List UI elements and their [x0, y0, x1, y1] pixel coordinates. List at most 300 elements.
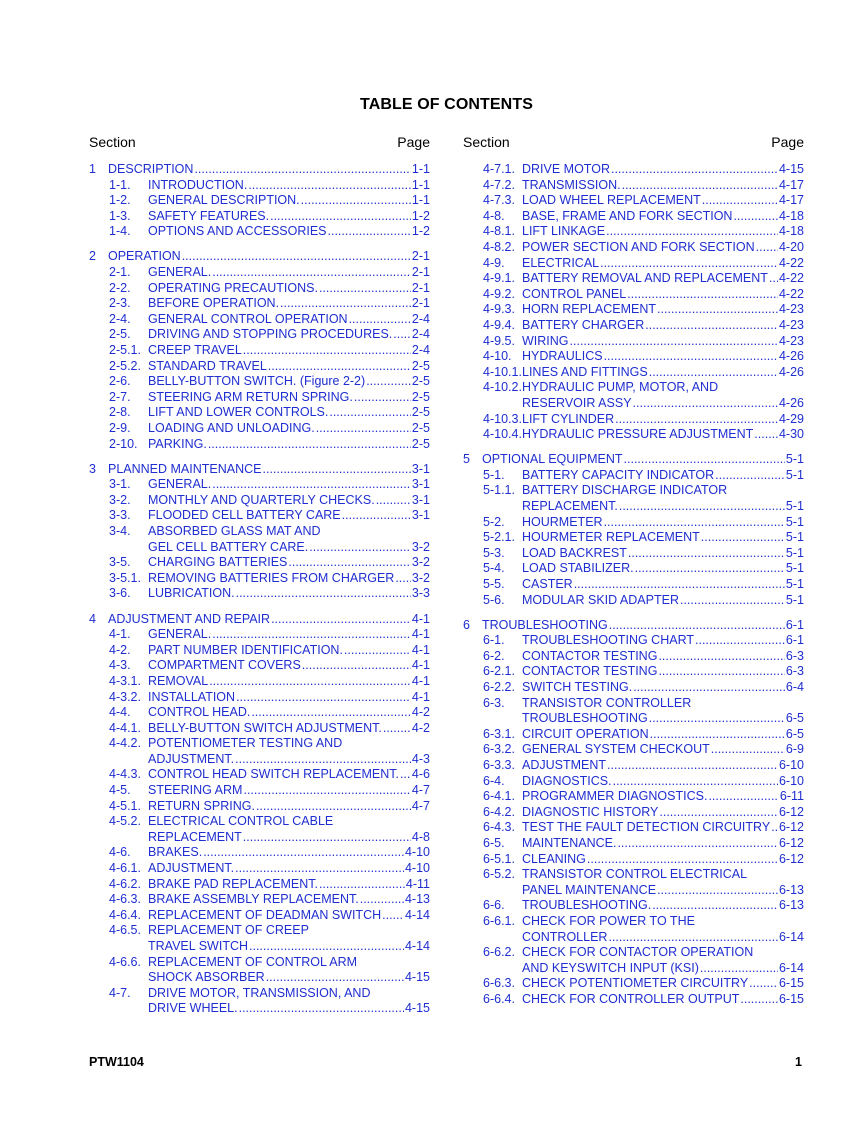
entry-number: 3-1.	[109, 477, 131, 492]
section-header: Section	[463, 134, 510, 150]
toc-entry[interactable]	[463, 618, 804, 634]
entry-page: 2-4	[411, 343, 430, 358]
dot-leader	[628, 546, 785, 562]
entry-number: 2-3.	[109, 296, 131, 311]
toc-entry[interactable]	[89, 209, 430, 225]
entry-page: 1-2	[411, 208, 430, 223]
toc-entry[interactable]	[89, 312, 430, 328]
toc-entry[interactable]	[463, 664, 804, 680]
toc-entry[interactable]	[89, 555, 430, 571]
entry-title: POWER SECTION AND FORK SECTION	[522, 239, 755, 254]
entry-page: 4-7	[411, 783, 430, 798]
toc-entry[interactable]	[89, 586, 430, 602]
entry-page: 6-14	[778, 960, 804, 975]
toc-entries	[89, 162, 430, 1017]
toc-entry[interactable]	[463, 224, 804, 240]
document-code: PTW1104	[89, 1055, 144, 1069]
entry-title: CLEANING	[522, 851, 586, 866]
dot-leader	[609, 618, 785, 634]
entry-title: GENERAL CONTROL OPERATION	[148, 311, 348, 326]
entry-number: 3-6.	[109, 586, 131, 601]
toc-entry[interactable]	[463, 805, 804, 821]
toc-entry[interactable]	[89, 405, 430, 421]
dot-leader	[235, 752, 411, 768]
entry-number: 5-2.	[483, 514, 505, 529]
toc-entry[interactable]	[89, 493, 430, 509]
toc-entry[interactable]	[89, 955, 430, 986]
toc-entry[interactable]	[89, 721, 430, 737]
dot-leader	[627, 287, 778, 303]
entry-page: 4-26	[778, 364, 804, 379]
entry-page: 5-1	[785, 530, 804, 545]
entry-title: STEERING ARM	[148, 783, 243, 798]
entry-title: ADJUSTMENT AND REPAIR	[108, 611, 271, 626]
dot-leader	[733, 209, 778, 225]
entry-page: 3-2	[411, 555, 430, 570]
entry-title: CONTACTOR TESTING	[522, 664, 658, 679]
entry-page: 4-3	[411, 751, 430, 766]
entry-number: 6-6.3.	[483, 976, 515, 991]
entry-title: DIAGNOSTICS.	[522, 773, 612, 788]
entry-title: BELLY-BUTTON SWITCH. (Figure 2-2)	[148, 374, 366, 389]
page-header: Page	[771, 134, 804, 150]
entry-page: 3-1	[411, 477, 430, 492]
entry-title: PART NUMBER IDENTIFICATION.	[148, 642, 343, 657]
toc-entry[interactable]	[463, 334, 804, 350]
toc-entry[interactable]	[463, 680, 804, 696]
toc-entry[interactable]	[89, 736, 430, 767]
entry-title: OPERATION	[108, 249, 181, 264]
entry-title: STEERING ARM RETURN SPRING.	[148, 389, 353, 404]
entry-page: 4-17	[778, 193, 804, 208]
entry-number: 6-6.2.	[483, 945, 515, 960]
entry-title: DRIVE MOTOR, TRANSMISSION, AND	[148, 985, 371, 1000]
dot-leader	[611, 162, 778, 178]
toc-entry[interactable]	[463, 789, 804, 805]
entry-number: 4-7.1.	[483, 162, 515, 176]
entry-page: 5-1	[785, 467, 804, 482]
toc-entries	[463, 162, 804, 1007]
entry-page: 4-29	[778, 411, 804, 426]
entry-title: DRIVING AND STOPPING PROCEDURES.	[148, 327, 393, 342]
entry-title: BRAKES.	[148, 845, 203, 860]
toc-entry[interactable]	[89, 923, 430, 954]
entry-page: 4-1	[411, 673, 430, 688]
entry-page: 5-1	[785, 561, 804, 576]
toc-entry[interactable]	[463, 412, 804, 428]
entry-title: ELECTRICAL CONTROL CABLE	[148, 814, 334, 829]
toc-entry[interactable]	[89, 783, 430, 799]
toc-entry[interactable]	[89, 845, 430, 861]
toc-entry[interactable]	[89, 892, 430, 908]
toc-entry[interactable]	[89, 814, 430, 845]
entry-title: ELECTRICAL	[522, 255, 600, 270]
toc-entry[interactable]	[463, 530, 804, 546]
toc-entry[interactable]	[463, 758, 804, 774]
toc-entry[interactable]	[89, 643, 430, 659]
entry-title: DRIVE MOTOR	[522, 162, 610, 176]
toc-entry[interactable]	[89, 767, 430, 783]
dot-leader	[587, 852, 778, 868]
toc-entry[interactable]	[89, 224, 430, 240]
entry-number: 6-4.	[483, 773, 505, 788]
toc-entry[interactable]	[89, 658, 430, 674]
entry-number: 4-7.3.	[483, 193, 515, 208]
entry-number: 4-5.2.	[109, 814, 141, 829]
toc-entry[interactable]	[463, 727, 804, 743]
toc-entry[interactable]	[89, 508, 430, 524]
toc-entry[interactable]	[89, 193, 430, 209]
toc-entry[interactable]	[89, 249, 430, 265]
toc-entry[interactable]	[463, 162, 804, 178]
dot-leader	[393, 327, 411, 343]
dot-leader	[749, 976, 778, 992]
entry-title: LIFT AND LOWER CONTROLS.	[148, 405, 329, 420]
dot-leader	[248, 178, 411, 194]
toc-entry[interactable]	[89, 265, 430, 281]
entry-page: 4-26	[778, 395, 804, 410]
entry-number: 5-4.	[483, 561, 505, 576]
entry-page: 5-1	[785, 592, 804, 607]
entry-page: 6-13	[778, 882, 804, 897]
toc-column-left	[89, 134, 430, 1017]
dot-leader	[695, 633, 785, 649]
entry-number: 6-3.2.	[483, 742, 515, 757]
entry-title: DESCRIPTION	[108, 162, 194, 176]
entry-number: 6-2.1.	[483, 664, 515, 679]
entry-number: 2-10.	[109, 436, 138, 451]
entry-number: 4-9.4.	[483, 317, 515, 332]
dot-leader	[604, 349, 778, 365]
toc-entry[interactable]	[89, 690, 430, 706]
entry-page: 6-15	[778, 976, 804, 991]
entry-number: 5-1.1.	[483, 483, 515, 498]
toc-entry[interactable]	[463, 468, 804, 484]
entry-page: 2-1	[411, 265, 430, 280]
toc-entry[interactable]	[463, 349, 804, 365]
toc-entry[interactable]	[463, 914, 804, 945]
entry-page: 3-1	[411, 508, 430, 523]
entry-number: 4-9.2.	[483, 286, 515, 301]
entry-title: WIRING	[522, 333, 569, 348]
entry-title: BELLY-BUTTON SWITCH ADJUSTMENT.	[148, 720, 382, 735]
entry-page: 4-2	[411, 720, 430, 735]
entry-number: 6-5.2.	[483, 867, 515, 882]
toc-entry[interactable]	[463, 318, 804, 334]
toc-entry[interactable]	[463, 365, 804, 381]
entry-number: 4-4.1.	[109, 720, 141, 735]
toc-entry[interactable]	[89, 343, 430, 359]
toc-entry[interactable]	[463, 380, 804, 411]
entry-title-continued: DRIVE WHEEL.	[148, 1001, 238, 1016]
entry-title-continued: GEL CELL BATTERY CARE.	[148, 539, 309, 554]
entry-title-continued: AND KEYSWITCH INPUT (KSI)	[522, 960, 699, 975]
dot-leader	[658, 649, 784, 665]
entry-number: 3	[89, 461, 96, 476]
entry-title: GENERAL.	[148, 627, 212, 642]
entry-title: LINES AND FITTINGS	[522, 364, 648, 379]
dot-leader	[708, 789, 778, 805]
entry-page: 1-1	[411, 162, 430, 176]
entry-title: CONTROL HEAD.	[148, 705, 251, 720]
entry-number: 4-9.1.	[483, 271, 515, 286]
entry-page: 4-18	[778, 208, 804, 223]
entry-page: 4-18	[778, 224, 804, 239]
toc-entry[interactable]	[463, 271, 804, 287]
dot-leader	[383, 721, 411, 737]
dot-leader	[650, 727, 785, 743]
entry-page: 4-10	[404, 845, 430, 860]
entry-title: OPERATING PRECAUTIONS.	[148, 280, 318, 295]
toc-entry[interactable]	[463, 546, 804, 562]
entry-page: 4-10	[404, 861, 430, 876]
entry-title: REMOVING BATTERIES FROM CHARGER	[148, 570, 395, 585]
dot-leader	[243, 830, 411, 846]
toc-entry[interactable]	[463, 820, 804, 836]
dot-leader	[302, 658, 411, 674]
dot-leader	[624, 452, 785, 468]
entry-page: 4-30	[778, 427, 804, 442]
toc-entry[interactable]	[89, 374, 430, 390]
dot-leader	[194, 162, 410, 178]
entry-page: 6-9	[785, 742, 804, 757]
entry-number: 2-1.	[109, 265, 131, 280]
entry-title: SAFETY FEATURES.	[148, 208, 270, 223]
entry-page: 6-4	[785, 680, 804, 694]
entry-title: HYDRAULICS	[522, 349, 603, 364]
toc-entry[interactable]	[89, 281, 430, 297]
entry-number: 2-5.	[109, 327, 131, 342]
dot-leader	[354, 390, 411, 406]
entry-page: 6-11	[779, 789, 804, 804]
entry-title: STANDARD TRAVEL	[148, 358, 267, 373]
toc-entry[interactable]	[463, 561, 804, 577]
entry-page: 3-3	[411, 586, 430, 601]
entry-number: 5-3.	[483, 545, 505, 560]
toc-entry[interactable]	[89, 359, 430, 375]
entry-number: 6-6.4.	[483, 991, 515, 1006]
dot-leader	[271, 612, 411, 628]
toc-entry[interactable]	[89, 861, 430, 877]
entry-number: 4-3.	[109, 658, 131, 673]
entry-title: GENERAL.	[148, 477, 212, 492]
entry-title-continued: REPLACEMENT	[148, 829, 242, 844]
page-number: 1	[795, 1055, 802, 1069]
entry-title: PROGRAMMER DIAGNOSTICS.	[522, 789, 708, 804]
toc-entry[interactable]	[89, 705, 430, 721]
entry-title: REPLACEMENT OF DEADMAN SWITCH	[148, 907, 382, 922]
toc-entry[interactable]	[463, 240, 804, 256]
entry-title: INTRODUCTION.	[148, 177, 248, 192]
entry-number: 4-6.4.	[109, 907, 141, 922]
toc-entry[interactable]	[463, 287, 804, 303]
entry-number: 2-4.	[109, 311, 131, 326]
entry-number: 4-1.	[109, 627, 131, 642]
entry-page: 4-14	[404, 907, 430, 922]
entry-number: 6-5.1.	[483, 851, 515, 866]
toc-entry[interactable]	[463, 898, 804, 914]
dot-leader	[771, 820, 778, 836]
toc-entry[interactable]	[89, 627, 430, 643]
entry-title: ADJUSTMENT.	[148, 861, 235, 876]
entry-number: 4-3.2.	[109, 689, 141, 704]
toc-entry[interactable]	[89, 162, 430, 178]
toc-entry[interactable]	[89, 799, 430, 815]
entry-page: 6-12	[778, 820, 804, 835]
dot-leader	[329, 405, 411, 421]
toc-entry[interactable]	[89, 462, 430, 478]
entry-number: 3-4.	[109, 524, 131, 539]
entry-title: GENERAL SYSTEM CHECKOUT	[522, 742, 710, 757]
dot-leader	[659, 805, 778, 821]
toc-entry[interactable]	[463, 483, 804, 514]
entry-page: 4-23	[778, 302, 804, 317]
toc-entry[interactable]	[463, 178, 804, 194]
toc-entry[interactable]	[463, 515, 804, 531]
toc-entry[interactable]	[89, 571, 430, 587]
dot-leader	[212, 477, 411, 493]
dot-leader	[182, 249, 411, 265]
entry-title: TRANSISTOR CONTROL ELECTRICAL	[522, 867, 748, 882]
entry-page: 4-14	[404, 939, 430, 953]
toc-entry[interactable]	[89, 421, 430, 437]
toc-entry[interactable]	[463, 696, 804, 727]
entry-title: ADJUSTMENT	[522, 757, 607, 772]
entry-number: 1	[89, 162, 96, 176]
toc-entry[interactable]	[89, 327, 430, 343]
toc-entry[interactable]	[89, 986, 430, 1017]
dot-leader	[249, 939, 404, 955]
entry-page: 4-1	[411, 642, 430, 657]
entry-title: OPTIONAL EQUIPMENT	[482, 452, 623, 467]
toc-entry[interactable]	[89, 612, 430, 628]
entry-page: 4-2	[411, 705, 430, 720]
entry-page: 3-1	[411, 461, 430, 476]
toc-entry[interactable]	[463, 193, 804, 209]
entry-title: TEST THE FAULT DETECTION CIRCUITRY	[522, 820, 771, 835]
toc-entry[interactable]	[89, 524, 430, 555]
entry-page: 2-5	[411, 405, 430, 420]
dot-leader	[270, 209, 411, 225]
entry-title: TRANSMISSION.	[522, 177, 621, 192]
entry-number: 4-9.	[483, 255, 505, 270]
entry-number: 3-3.	[109, 508, 131, 523]
entry-title: CIRCUIT OPERATION	[522, 726, 649, 741]
entry-number: 4-6.5.	[109, 923, 141, 938]
dot-leader	[243, 783, 410, 799]
toc-entry[interactable]	[463, 945, 804, 976]
toc-entry[interactable]	[463, 976, 804, 992]
dot-leader	[649, 711, 785, 727]
entry-title: MAINTENANCE.	[522, 835, 617, 850]
toc-entry[interactable]	[463, 256, 804, 272]
toc-entry[interactable]	[89, 477, 430, 493]
toc-entry[interactable]	[463, 852, 804, 868]
toc-entry[interactable]	[89, 178, 430, 194]
entry-page: 1-1	[411, 177, 430, 192]
entry-page: 3-2	[411, 539, 430, 554]
entry-title: HYDRAULIC PUMP, MOTOR, AND	[522, 380, 719, 395]
entry-page: 2-4	[411, 311, 430, 326]
entry-title: ABSORBED GLASS MAT AND	[148, 524, 321, 539]
entry-number: 6-4.1.	[483, 789, 515, 804]
entry-number: 4-6.	[109, 845, 131, 860]
toc-entry[interactable]	[463, 867, 804, 898]
page-title: TABLE OF CONTENTS	[360, 96, 533, 113]
toc-entry[interactable]	[89, 437, 430, 453]
toc-column-right	[463, 134, 804, 1007]
entry-title-continued: ADJUSTMENT.	[148, 751, 235, 766]
dot-leader	[613, 774, 778, 790]
toc-entry[interactable]	[89, 674, 430, 690]
entry-title: HOURMETER REPLACEMENT	[522, 530, 700, 545]
dot-leader	[212, 265, 411, 281]
toc-entry[interactable]	[463, 452, 804, 468]
entry-number: 2-5.2.	[109, 358, 141, 373]
toc-entry[interactable]	[463, 992, 804, 1008]
toc-entry[interactable]	[463, 302, 804, 318]
dot-leader	[236, 690, 411, 706]
entry-number: 2-5.1.	[109, 343, 141, 358]
toc-entry[interactable]	[89, 877, 430, 893]
dot-leader	[604, 515, 785, 531]
entry-page: 6-13	[778, 898, 804, 913]
toc-entry[interactable]	[89, 908, 430, 924]
dot-leader	[301, 193, 411, 209]
entry-page: 1-1	[411, 193, 430, 208]
dot-leader	[633, 396, 778, 412]
entry-page: 6-10	[778, 773, 804, 788]
entry-page: 4-13	[404, 892, 430, 907]
entry-title: GENERAL DESCRIPTION.	[148, 193, 300, 208]
toc-entry[interactable]	[463, 836, 804, 852]
toc-entry[interactable]	[463, 209, 804, 225]
dot-leader	[657, 883, 778, 899]
toc-entry[interactable]	[463, 577, 804, 593]
entry-page: 6-1	[785, 617, 804, 632]
entry-title: DIAGNOSTIC HISTORY	[522, 804, 659, 819]
entry-number: 5-6.	[483, 592, 505, 607]
dot-leader	[600, 256, 778, 272]
toc-entry[interactable]	[463, 633, 804, 649]
toc-entry[interactable]	[89, 296, 430, 312]
dot-leader	[649, 365, 778, 381]
entry-page: 1-2	[411, 224, 430, 239]
toc-entry[interactable]	[463, 593, 804, 609]
dot-leader	[756, 240, 778, 256]
entry-number: 6-1.	[483, 633, 505, 648]
entry-page: 6-12	[778, 835, 804, 850]
entry-page: 2-1	[411, 280, 430, 295]
entry-title: BRAKE PAD REPLACEMENT.	[148, 876, 318, 891]
entry-title-continued: SHOCK ABSORBER	[148, 970, 265, 985]
entry-title: POTENTIOMETER TESTING AND	[148, 736, 343, 751]
toc-entry[interactable]	[463, 649, 804, 665]
toc-entry[interactable]	[463, 774, 804, 790]
entry-title: CASTER	[522, 576, 573, 591]
dot-leader	[657, 302, 778, 318]
toc-entry[interactable]	[463, 742, 804, 758]
toc-entry[interactable]	[463, 427, 804, 443]
toc-entry[interactable]	[89, 390, 430, 406]
entry-number: 6-6.1.	[483, 913, 515, 928]
entry-title: CONTROL PANEL	[522, 286, 627, 301]
entry-number: 4-10.2.	[483, 380, 522, 395]
entry-title: BATTERY DISCHARGE INDICATOR	[522, 483, 728, 498]
entry-title: CREEP TRAVEL	[148, 343, 242, 358]
entry-title: MODULAR SKID ADAPTER	[522, 592, 679, 607]
entry-page: 4-20	[778, 239, 804, 254]
